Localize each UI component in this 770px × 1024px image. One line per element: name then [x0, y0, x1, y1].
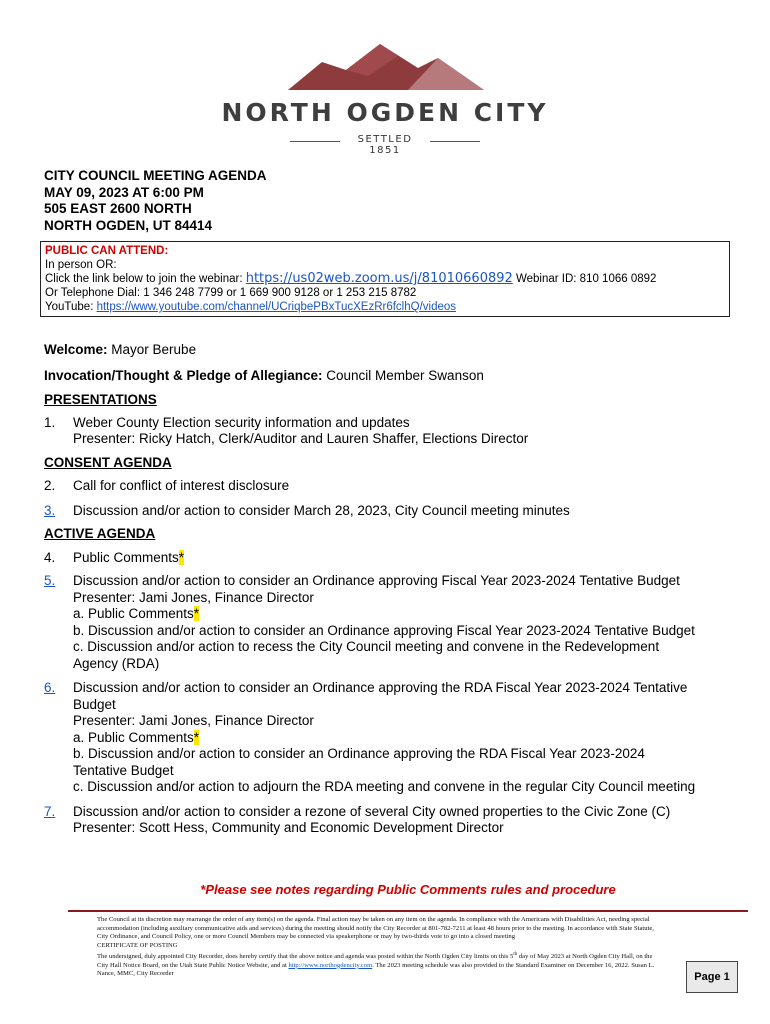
item-text: Weber County Election security information and updates — [73, 414, 410, 430]
settled-text: SETTLED 1851 — [357, 134, 413, 156]
welcome-line — [44, 342, 734, 359]
invocation-value: Council Member Swanson — [322, 367, 484, 383]
public-comment-star: * — [178, 549, 185, 565]
header-address: 505 EAST 2600 NORTH — [44, 201, 192, 216]
webinar-id: Webinar ID: 810 1066 0892 — [512, 273, 657, 285]
fine-certificate-text — [97, 951, 663, 979]
consent-heading: CONSENT AGENDA — [44, 454, 172, 470]
city-logo — [0, 0, 770, 160]
item-text: Discussion and/or action to consider March 28, 2023, City Council meeting minutes — [73, 502, 570, 518]
item-number-link[interactable]: 5. — [44, 573, 56, 588]
item-text: Public Comments — [73, 549, 179, 565]
item-presenter: Presenter: Ricky Hatch, Clerk/Auditor and Lauren Shaffer, Elections Director — [73, 431, 529, 446]
fine-disclaimer: The Council at its discretion may rearrange the order of any item(s) on the agenda. Final action may be taken on any item on the agenda. In compliance with the Americans with Disabilities Act, needing special accommodation (including auxiliary communicative aids and services) during the meeting should notify the City Recorder at 801-782-7211 at least 48 hours prior to the meeting. In accordance with State Statute, City Ordinance, and Council Policy, one or more Council Members may be connected via speakerphone or may by two-thirds vote to go into a closed meeting — [97, 916, 654, 941]
header-title: CITY COUNCIL MEETING AGENDA — [44, 168, 267, 183]
item-number: 1. — [44, 414, 56, 430]
invocation-label: Invocation/Thought & Pledge of Allegiance: — [44, 367, 323, 383]
attend-title: PUBLIC CAN ATTEND: — [45, 245, 169, 257]
agenda-item-1 — [44, 415, 734, 448]
meeting-header — [44, 168, 267, 234]
item-text-cont: Budget — [73, 696, 116, 712]
item-text: Discussion and/or action to consider a rezone of several City owned properties to the Civic Zone (C) — [73, 803, 671, 819]
item-number-link[interactable]: 3. — [44, 502, 56, 518]
agenda-item-2 — [44, 478, 734, 495]
city-website-link[interactable]: http://www.northogdencity.com — [288, 961, 373, 969]
youtube-prefix: YouTube: — [45, 301, 97, 313]
public-comment-star: * — [193, 729, 200, 745]
active-heading: ACTIVE AGENDA — [44, 526, 156, 541]
item-number: 4. — [44, 549, 56, 565]
mountains-icon — [288, 44, 484, 92]
youtube-link[interactable]: https://www.youtube.com/channel/UCriqbePBxTucXEzRr6fclhQ/videos — [96, 301, 457, 313]
item-presenter: Presenter: Scott Hess, Community and Economic Development Director — [73, 820, 504, 835]
header-date: MAY 09, 2023 AT 6:00 PM — [44, 184, 204, 200]
public-comments-note: *Please see notes regarding Public Comments rules and procedure — [200, 882, 616, 897]
sub-item-b: b. Discussion and/or action to consider an Ordinance approving Fiscal Year 2023-2024 Tentative Budget — [73, 622, 695, 638]
agenda-item-7 — [44, 804, 734, 837]
footer-divider — [68, 910, 748, 912]
fine-cert-sup: th — [513, 951, 518, 957]
sub-item-a: a. Public Comments — [73, 606, 194, 621]
header-city: NORTH OGDEN, UT 84414 — [44, 217, 213, 233]
sub-item-a: a. Public Comments — [73, 729, 194, 745]
attend-telephone: Or Telephone Dial: 1 346 248 7799 or 1 669 900 9128 or 1 253 215 8782 — [45, 287, 417, 299]
attend-box — [40, 241, 730, 317]
item-number-link[interactable]: 7. — [44, 803, 56, 819]
sub-item-c: c. Discussion and/or action to adjourn the RDA meeting and convene in the regular City Council meeting — [73, 779, 696, 794]
sub-item-c-cont: Agency (RDA) — [73, 655, 160, 671]
fine-cert-part-a: The undersigned, duly appointed City Recorder, does hereby certify that the above notice and agenda was posted within the North Ogden City limits on this 5 — [97, 953, 514, 960]
item-number: 2. — [44, 478, 56, 493]
item-text: Discussion and/or action to consider an Ordinance approving Fiscal Year 2023-2024 Tentative Budget — [73, 573, 680, 588]
presentations-heading: PRESENTATIONS — [44, 392, 157, 407]
item-text: Call for conflict of interest disclosure — [73, 478, 290, 493]
sub-item-b-cont: Tentative Budget — [73, 762, 174, 778]
public-comment-star: * — [193, 606, 200, 621]
item-number-link[interactable]: 6. — [44, 680, 56, 695]
page-number: Page 1 — [686, 961, 738, 993]
webinar-prefix: Click the link below to join the webinar: — [45, 273, 246, 285]
webinar-link[interactable]: https://us02web.zoom.us/j/81010660892 — [245, 271, 513, 286]
attend-webinar-line — [45, 272, 725, 286]
agenda-item-4 — [44, 550, 734, 567]
attend-in-person: In person OR: — [45, 259, 117, 271]
attend-youtube-line — [45, 300, 725, 314]
fine-certificate-title: CERTIFICATE OF POSTING — [97, 942, 178, 950]
item-presenter: Presenter: Jami Jones, Finance Director — [73, 713, 314, 728]
settled-tagline — [290, 134, 480, 156]
invocation-line — [44, 368, 734, 385]
agenda-item-6 — [44, 680, 734, 796]
fine-cert-part-b: day of May 2023 at North Ogden City Hall, on the City Hall Notice Board, on the Utah State Public Notice Website, and at — [97, 953, 653, 969]
agenda-item-5 — [44, 573, 734, 672]
item-presenter: Presenter: Jami Jones, Finance Director — [73, 589, 314, 605]
city-name: NORTH OGDEN CITY — [221, 98, 549, 127]
sub-item-b: b. Discussion and/or action to consider an Ordinance approving the RDA Fiscal Year 2023-2024 — [73, 746, 645, 761]
sub-item-c: c. Discussion and/or action to recess the City Council meeting and convene in the Redevelopment — [73, 639, 660, 654]
fine-cert-part-c: . The 2023 meeting schedule was also provided to the Standard Examiner on December 16, 2022. Susan L. Nance, MMC, City Recorder — [97, 961, 655, 978]
welcome-label: Welcome: — [44, 342, 108, 357]
welcome-value: Mayor Berube — [107, 342, 197, 357]
item-text: Discussion and/or action to consider an Ordinance approving the RDA Fiscal Year 2023-2024 Tentative — [73, 680, 688, 695]
footer-fine-print — [97, 916, 663, 979]
agenda-content — [44, 341, 734, 837]
agenda-item-3 — [44, 503, 734, 520]
